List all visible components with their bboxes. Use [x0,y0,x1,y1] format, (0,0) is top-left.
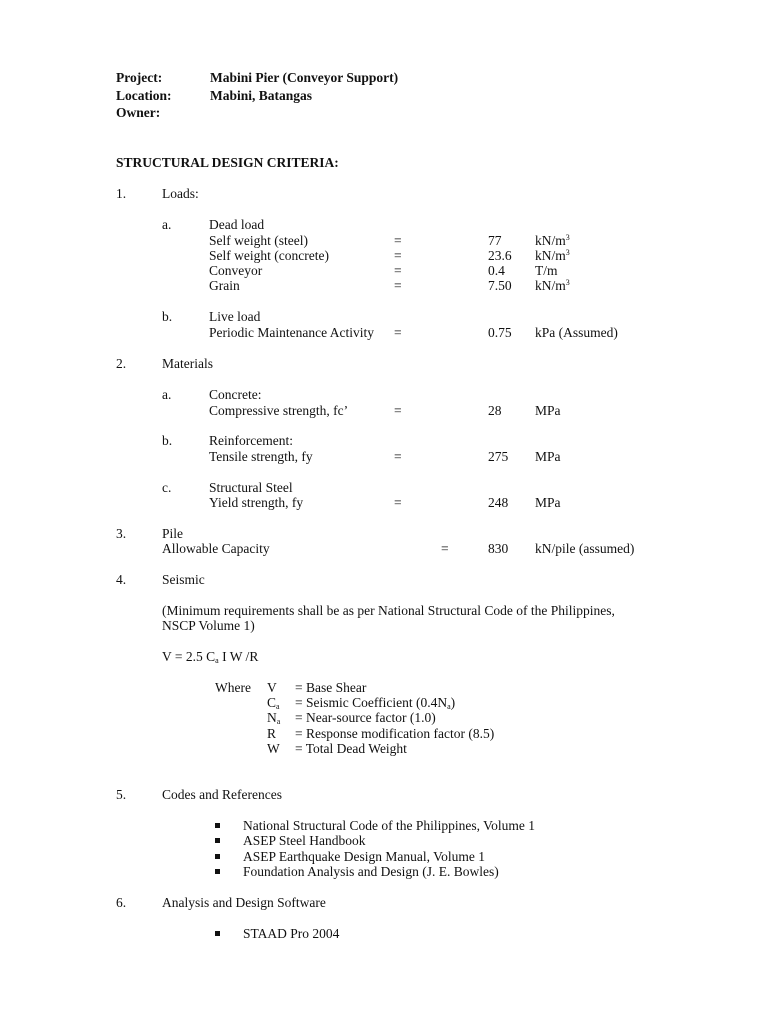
equals-sign: = [394,449,402,464]
location-label: Location: [116,88,172,103]
steel-value: 248 [488,495,509,510]
dead-load-heading: Dead load [209,217,265,232]
steel-label: Yield strength, fy [209,495,304,510]
item-letter: b. [162,433,173,448]
equals-sign: = [441,541,449,556]
concrete-label: Compressive strength, fc’ [209,403,349,418]
concrete-heading: Concrete: [209,387,262,402]
live-load-label: Periodic Maintenance Activity [209,325,374,340]
equals-sign: = [394,403,402,418]
section-heading-codes: Codes and References [162,787,282,802]
bullet-icon [215,838,220,843]
item-letter: a. [162,387,172,402]
section-heading-materials: Materials [162,356,213,371]
project-value: Mabini Pier (Conveyor Support) [210,70,399,85]
section-number: 6. [116,895,127,910]
live-load-unit: kPa (Assumed) [535,325,618,340]
pile-label: Allowable Capacity [162,541,270,556]
item-letter: a. [162,217,172,232]
equals-sign: = [394,325,402,340]
steel-unit: MPa [535,495,561,510]
equals-sign: = [394,495,402,510]
reinforcement-value: 275 [488,449,509,464]
section-heading-seismic: Seismic [162,572,205,587]
live-load-heading: Live load [209,309,261,324]
item-letter: b. [162,309,173,324]
bullet-icon [215,823,220,828]
reinforcement-unit: MPa [535,449,561,464]
item-letter: c. [162,480,172,495]
section-number: 1. [116,186,127,201]
bullet-icon [215,869,220,874]
section-number: 4. [116,572,127,587]
project-label: Project: [116,70,163,85]
location-value: Mabini, Batangas [210,88,313,103]
where-label: Where [215,680,251,695]
concrete-value: 28 [488,403,502,418]
live-load-value: 0.75 [488,325,512,340]
concrete-unit: MPa [535,403,561,418]
seismic-note-line1: (Minimum requirements shall be as per National Structural Code of the Philippines, [162,603,615,618]
section-heading-software: Analysis and Design Software [162,895,326,910]
section-number: 3. [116,526,127,541]
seismic-formula: V = 2.5 $C_a$ I W /R [162,649,259,665]
bullet-icon [215,931,220,936]
pile-unit: kN/pile (assumed) [535,541,635,556]
seismic-note-line2: NSCP Volume 1) [162,618,255,633]
pile-value: 830 [488,541,509,556]
steel-heading: Structural Steel [209,480,293,495]
reinforcement-heading: Reinforcement: [209,433,293,448]
section-heading-pile: Pile [162,526,184,541]
reinforcement-label: Tensile strength, fy [209,449,313,464]
owner-label: Owner: [116,105,161,120]
page-title: STRUCTURAL DESIGN CRITERIA: [116,155,339,170]
section-number: 5. [116,787,127,802]
section-number: 2. [116,356,127,371]
bullet-icon [215,854,220,859]
section-heading-loads: Loads: [162,186,199,201]
